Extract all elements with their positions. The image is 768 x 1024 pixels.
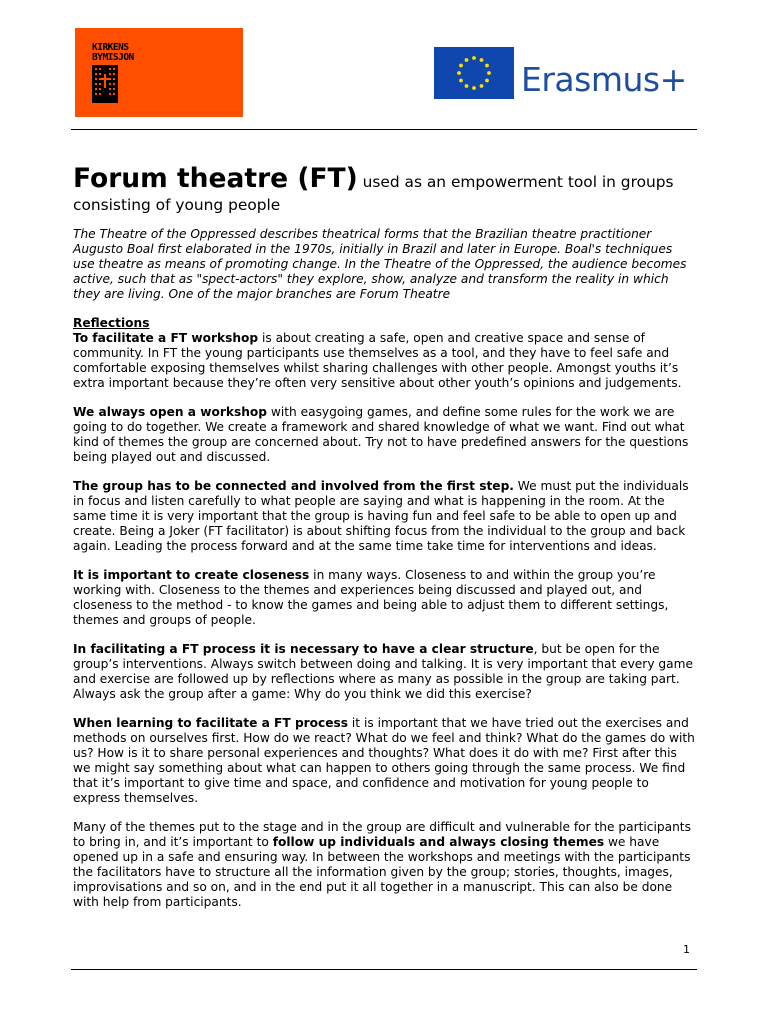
paragraph-5-lead: In facilitating a FT process it is necessary to have a clear structure	[73, 642, 534, 656]
page-title-rest: used as an empowerment tool in groups consisting of young people	[73, 173, 674, 214]
paragraph-1	[73, 331, 697, 391]
kirkens-bymisjon-logo-text: KIRKENS BYMISJON	[92, 42, 134, 63]
page-title	[73, 163, 697, 215]
paragraph-3-text: We must put the individuals in focus and listen carefully to what people are saying and what is happening in the room. At the same time it is very important that the group is having fun and feel safe to be able to open up and create. Being a Joker (FT facilitator) is about shifting focus from the individual to the group and back again. Leading the process forward and at the same time take time for interventions and ideas.	[73, 479, 689, 553]
header-divider	[71, 129, 697, 130]
paragraph-4-lead: It is important to create closeness	[73, 568, 310, 582]
paragraph-7	[73, 820, 697, 910]
paragraph-5-text: , but be open for the group’s interventions. Always switch between doing and talking. It is very important that every game and exercise are followed up by reflections where as many as possible in the group are taking part. Always ask the group after a game: Why do you think we did this exercise?	[73, 642, 693, 701]
paragraph-6-lead: When learning to facilitate a FT process	[73, 716, 349, 730]
section-heading: Reflections	[73, 316, 150, 330]
kirkens-bymisjon-logo	[75, 28, 243, 117]
paragraph-3-lead: The group has to be connected and involved from the first step.	[73, 479, 514, 493]
paragraph-7-after: we have opened up in a safe and ensuring way. In between the workshops and meetings with the participants the facilitators have to structure all the information given by the group; stories, thoughts, images, improvisations and so on, and in the end put it all together in a manuscript. This can also be done with help from participants.	[73, 835, 691, 909]
eu-stars-icon	[434, 47, 514, 99]
church-building-icon	[92, 65, 118, 103]
paragraph-4-text: in many ways. Closeness to and within the group you’re working with. Closeness to the themes and experiences being discussed and played out, and closeness to the method - to know the games and being able to adjust them to different settings, themes and groups of people.	[73, 568, 669, 627]
paragraph-4	[73, 568, 697, 628]
paragraph-1-text: is about creating a safe, open and creative space and sense of community. In FT the young participants use themselves as a tool, and they have to feel safe and comfortable exposing themselves whilst sharing challenges with other people. Amongst youths it’s extra important because they’re often very sensitive about other youth’s opinions and judgements.	[73, 331, 682, 390]
erasmus-plus-logo-text: Erasmus+	[521, 60, 687, 99]
paragraph-7-before: Many of the themes put to the stage and in the group are difficult and vulnerable for the participants to bring in, and it’s important to	[73, 820, 691, 849]
footer-divider	[71, 969, 697, 970]
eu-flag-logo	[434, 47, 514, 99]
paragraph-5	[73, 642, 697, 702]
page-number: 1	[683, 943, 690, 956]
paragraph-3	[73, 479, 697, 554]
paragraph-2-text: with easygoing games, and define some rules for the work we are going to do together. We create a framework and shared knowledge of what we want. Find out what kind of themes the group are concerned about. Try not to have predefined answers for the questions being played out and discussed.	[73, 405, 689, 464]
paragraph-6-text: it is important that we have tried out the exercises and methods on ourselves first. How do we react? What do we feel and think? What do the games do with us? How is it to share personal experiences and thoughts? What does it do with me? First after this we might say something about what can happen to others going through the same process. We find that it’s important to give time and space, and confidence and motivation for young people to express themselves.	[73, 716, 695, 805]
page-title-main: Forum theatre (FT)	[73, 163, 358, 194]
paragraph-2	[73, 405, 697, 465]
paragraph-2-lead: We always open a workshop	[73, 405, 267, 419]
paragraph-6	[73, 716, 697, 806]
intro-paragraph: The Theatre of the Oppressed describes theatrical forms that the Brazilian theatre practitioner Augusto Boal first elaborated in the 1970s, initially in Brazil and later in Europe. Boal's techniques use theatre as means of promoting change. In the Theatre of the Oppressed, the audience becomes active, such that as "spect-actors" they explore, show, analyze and transform the reality in which they are living. One of the major branches are Forum Theatre	[73, 227, 687, 301]
document-body	[73, 163, 697, 910]
paragraph-7-bold: follow up individuals and always closing themes	[272, 835, 605, 849]
paragraph-1-lead: To facilitate a FT workshop	[73, 331, 259, 345]
